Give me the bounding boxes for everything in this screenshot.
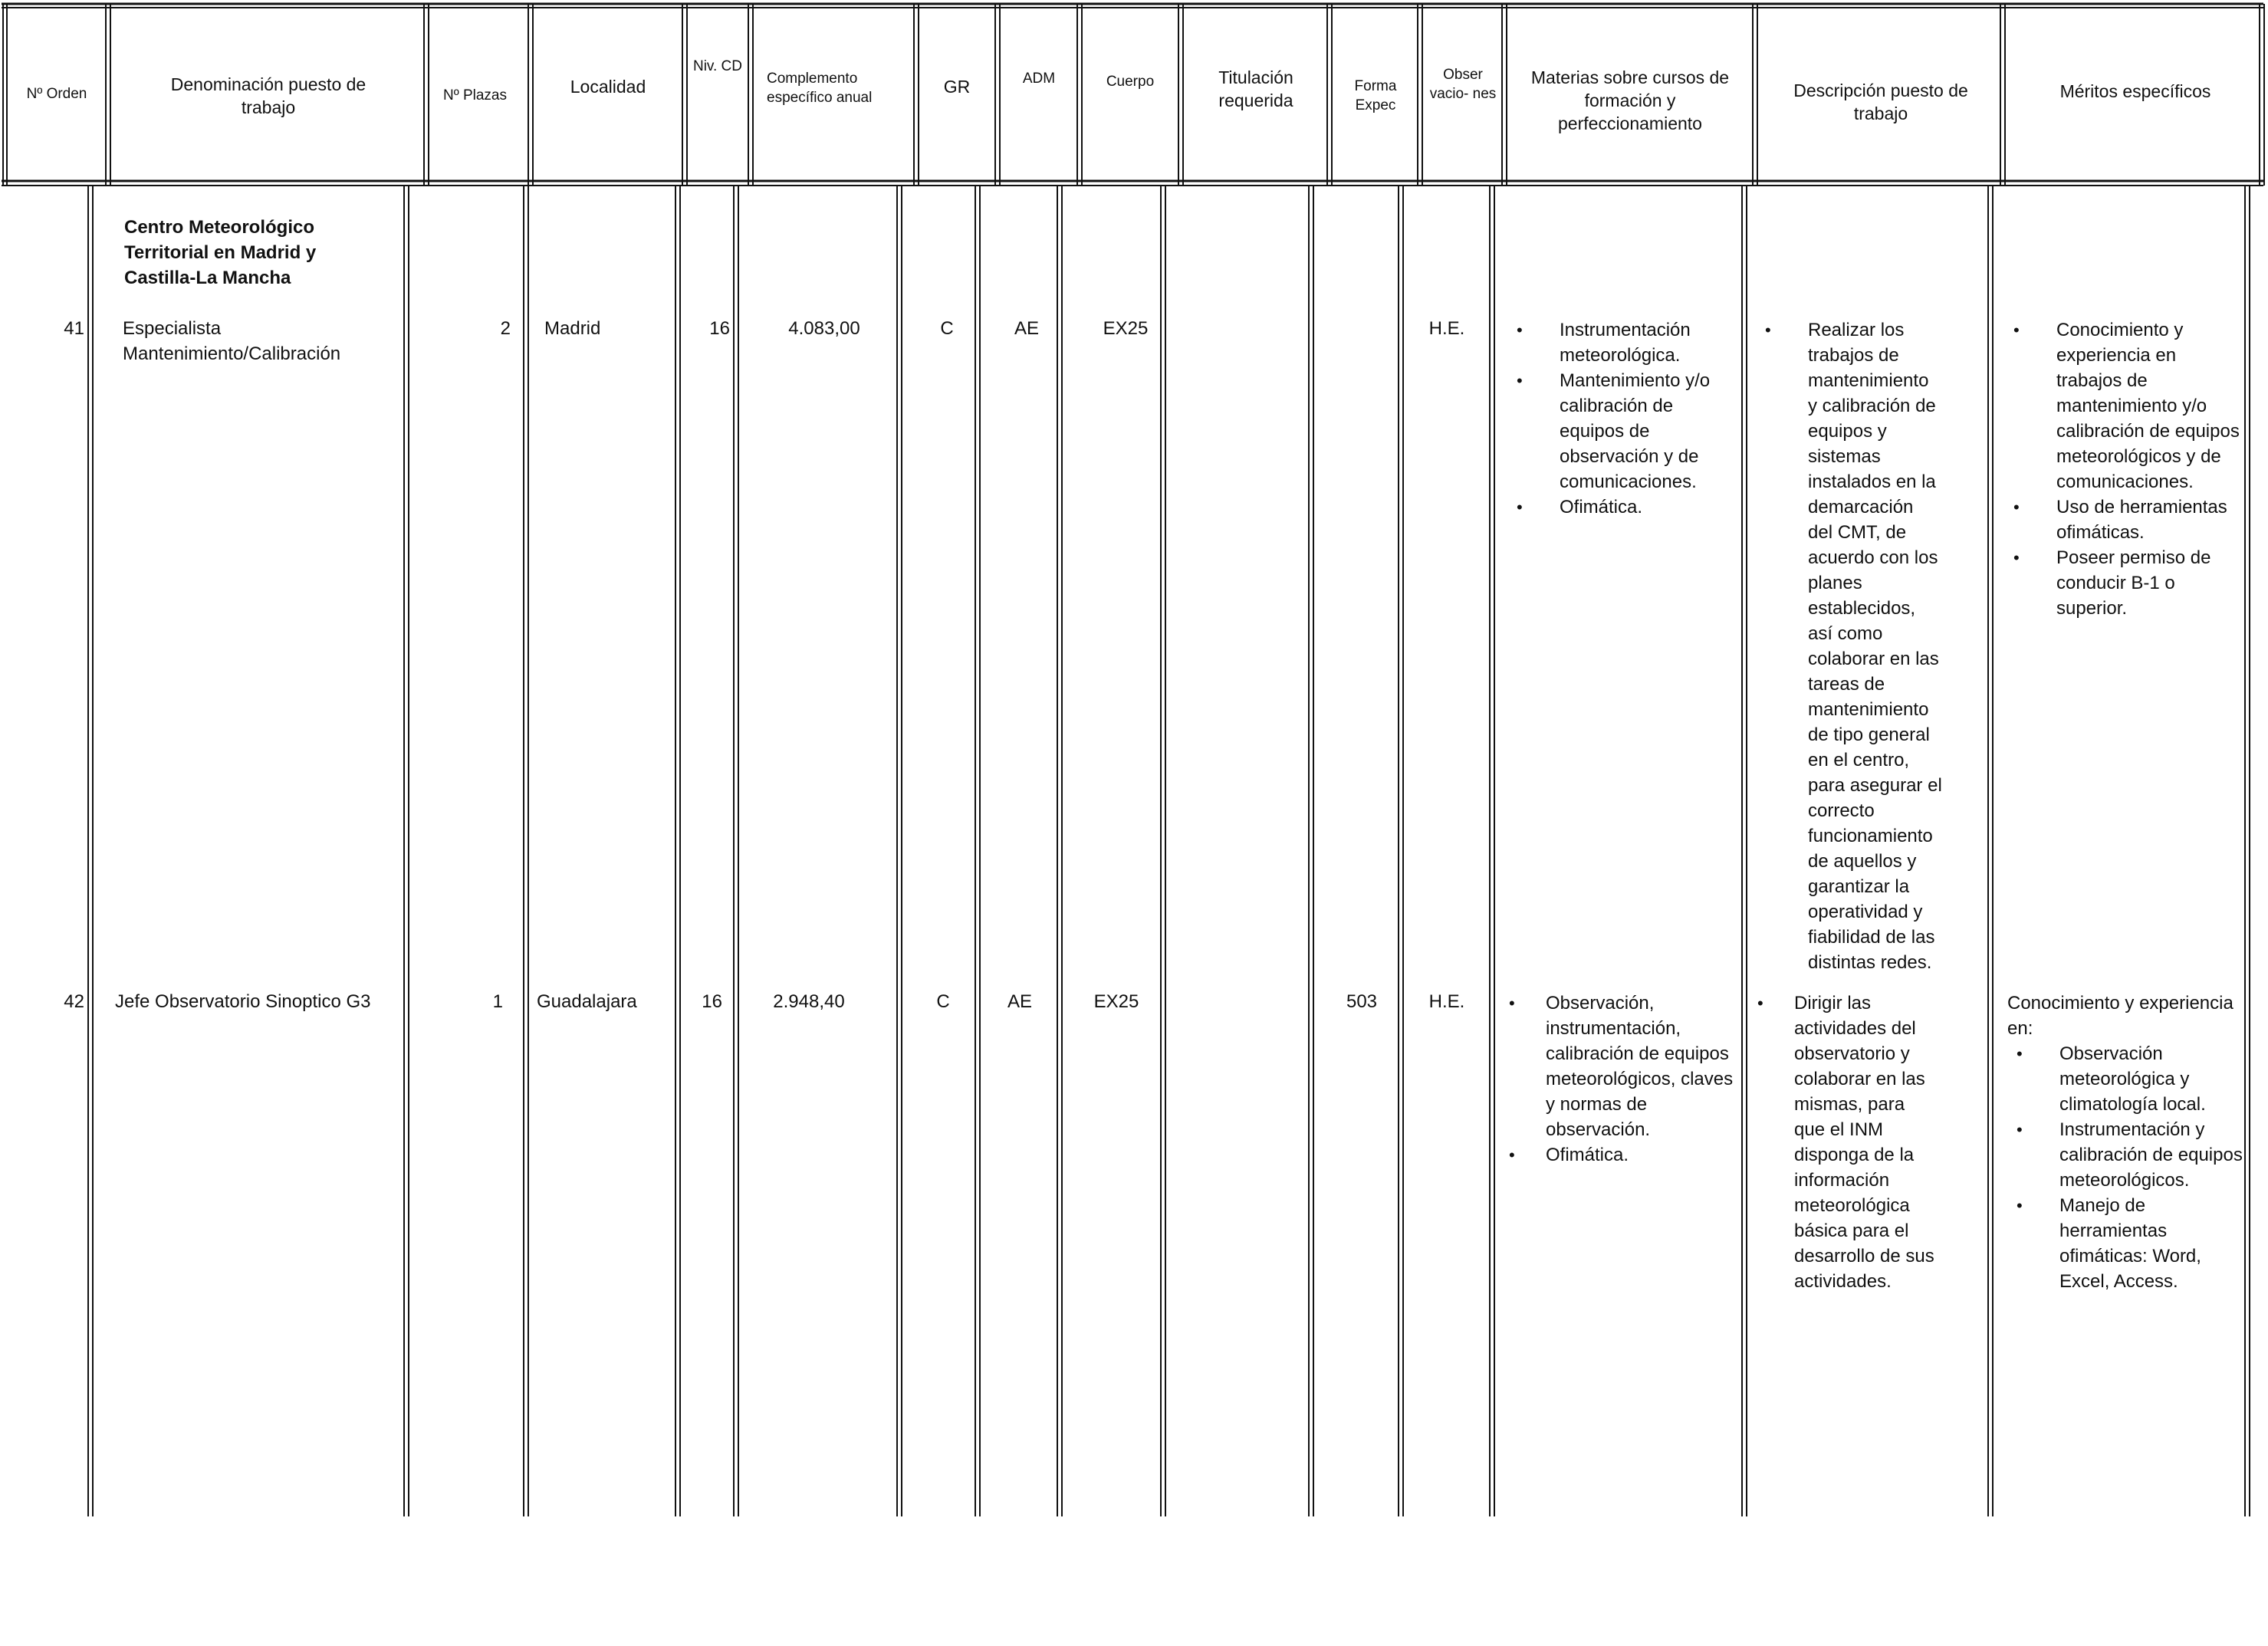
list-item: • Instrumentación y calibración de equipos meteorológicos. [2007,1117,2243,1193]
list-item: • Ofimática. [1500,1142,1737,1168]
header-materias: Materias sobre cursos de formación y perfeccionamiento [1530,67,1730,133]
row42-denominacion: Jefe Observatorio Sinoptico G3 [115,991,371,1012]
row41-materias [1507,317,1737,547]
row41-observaciones: H.E. [1428,318,1465,339]
header-orden: Nº Orden [26,85,87,102]
row42-localidad: Guadalajara [537,991,637,1012]
list-item: • Uso de herramientas ofimáticas. [2004,494,2243,545]
row41-denominacion: Especialista Mantenimiento/Calibración [123,318,341,364]
header-denominacion: Denominación puesto de trabajo [170,74,366,117]
list-item: • Mantenimiento y/o calibración de equipos de observación y de comunicaciones. [1507,368,1737,494]
header-observaciones: Obser vacio- nes [1429,67,1497,102]
row41-cuerpo: EX25 [1103,318,1149,339]
header-complemento: Complemento específico anual [767,71,873,106]
list-item: • Ofimática. [1507,494,1737,520]
row42-descripcion [1748,991,1978,1313]
row42-observaciones: H.E. [1428,991,1465,1012]
header-cuerpo: Cuerpo [1106,73,1155,90]
list-item: • Poseer permiso de conducir B-1 o superior. [2004,545,2243,621]
row41-titulacion [1169,316,1307,342]
list-item: • Conocimiento y experiencia en trabajos de mantenimiento y/o calibración de equipos meteorológicos y de comunicaciones. [2004,317,2243,494]
list-item: • Realizar los trabajos de mantenimiento y calibración de equipos y sistemas instalados en la demarcación del CMT, de acuerdo con los planes establecidos, así como colaborar en las tareas de mantenimiento de tipo general en el centro, para asegurar el correcto funcionamiento de aquellos y garantizar la operatividad y fiabilidad de las distintas redes. [1756,317,1986,975]
row41-nivel-cd: 16 [709,318,730,339]
section-title: Centro Meteorológico Territorial en Madrid y Castilla-La Mancha [124,217,317,288]
row41-orden: 41 [64,318,84,339]
list-item: • Dirigir las actividades del observatorio y colaborar en las mismas, para que el INM disponga de la información meteorológica básica para el desarrollo de sus actividades. [1748,991,1978,1294]
header-nivel-cd: Niv. CD [692,57,743,74]
row42-nivel-cd: 16 [702,991,722,1012]
row41-gr: C [940,318,954,339]
row42-orden: 42 [64,991,84,1012]
row41-plazas: 2 [500,318,511,339]
row41-adm: AE [1014,318,1039,339]
row42-complemento: 2.948,40 [773,991,845,1012]
row42-plazas: 1 [492,991,503,1012]
header-localidad: Localidad [570,77,646,97]
header-plazas: Nº Plazas [443,87,507,103]
list-item: • Manejo de herramientas ofimáticas: Word, Excel, Access. [2007,1193,2243,1294]
row41-localidad: Madrid [544,318,601,339]
row42-adm: AE [1007,991,1032,1012]
row42-titulacion [1169,989,1307,1015]
header-meritos: Méritos específicos [2059,81,2211,101]
row41-complemento: 4.083,00 [788,318,860,339]
row42-gr: C [936,991,950,1012]
row41-descripcion [1756,317,1986,973]
meritos-intro: Conocimiento y experiencia en: [2007,993,2233,1039]
header-adm: ADM [1022,70,1056,87]
row41-meritos [2004,317,2243,716]
row41-forma [1316,316,1395,342]
header-forma: Forma Expec [1354,78,1397,113]
header-titulacion: Titulación requerida [1218,67,1293,110]
row42-forma: 503 [1346,991,1378,1012]
row42-cuerpo: EX25 [1093,991,1139,1012]
list-item: • Observación meteorológica y climatología local. [2007,1041,2243,1117]
header-descripcion: Descripción puesto de trabajo [1793,80,1968,123]
row42-materias [1500,991,1737,1221]
header-gr: GR [943,77,971,97]
row42-meritos [2007,991,2243,1328]
list-item: • Observación, instrumentación, calibración de equipos meteorológicos, claves y normas de observación. [1500,991,1737,1142]
list-item: • Instrumentación meteorológica. [1507,317,1737,368]
